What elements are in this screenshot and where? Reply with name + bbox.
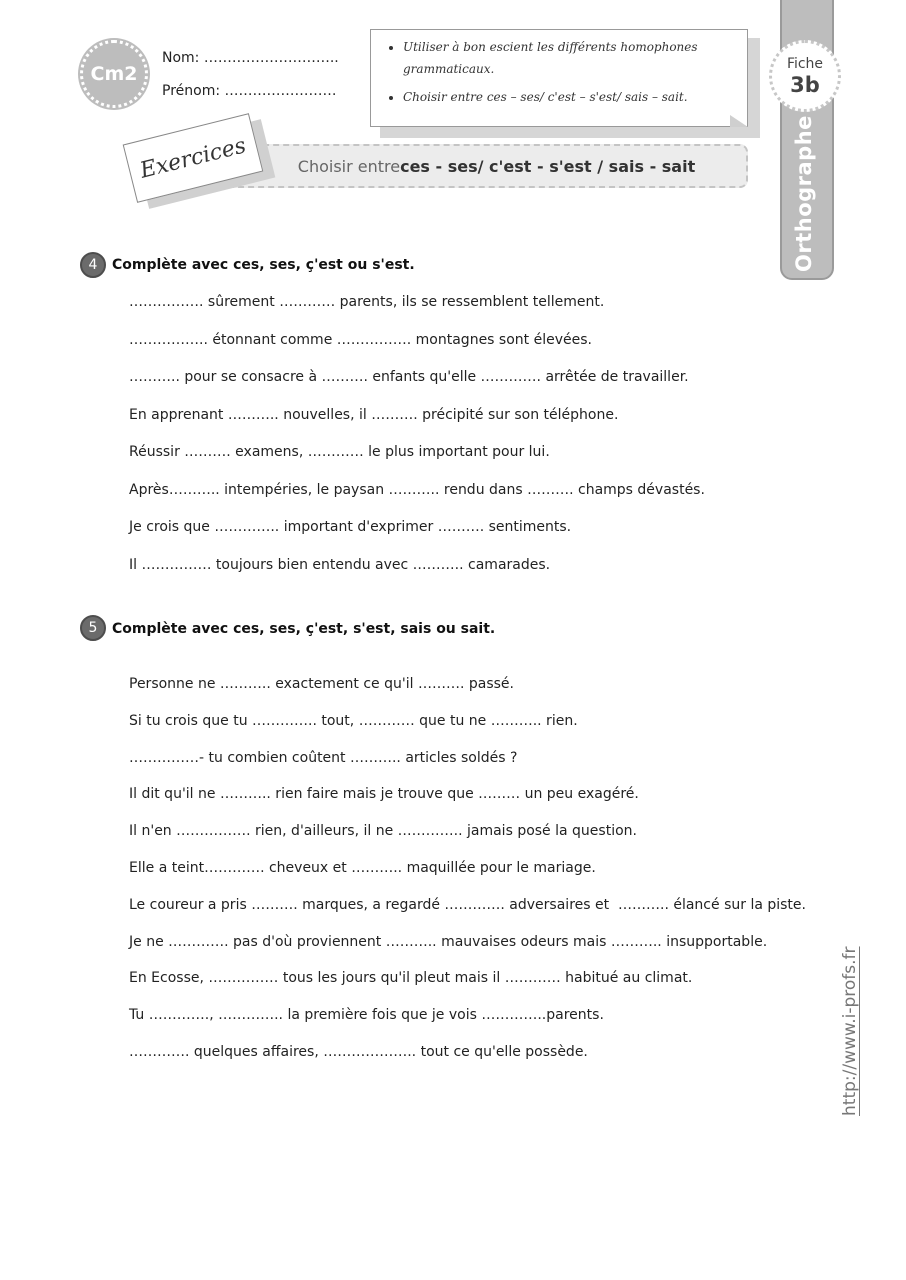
sentence-line[interactable]: ……………- tu combien coûtent ……….. articles soldés ?	[129, 749, 518, 766]
sentence-line[interactable]: ……….. pour se consacre à ………. enfants qu'elle …………. arrêtée de travailler.	[129, 369, 689, 385]
banner-topic: ces - ses/ c'est - s'est / sais - sait	[400, 156, 696, 176]
sentence-line[interactable]: Le coureur a pris ………. marques, a regardé …………. adversaires et ……….. élancé sur la piste.	[129, 896, 806, 913]
nom-field[interactable]: Nom: ………………………..	[162, 50, 339, 66]
sentence-line[interactable]: Je ne …………. pas d'où proviennent ……….. mauvaises odeurs mais ……….. insupportable.	[129, 933, 768, 950]
exercise-5-instruction: Complète avec ces, ses, ç'est, s'est, sais ou sait.	[112, 621, 496, 637]
exercise-4-sentences	[129, 292, 705, 592]
sentence-line[interactable]: Je crois que ………….. important d'exprimer ………. sentiments.	[129, 519, 572, 535]
sentence-line[interactable]: Personne ne ……….. exactement ce qu'il ………. passé.	[129, 676, 514, 692]
subject-label: Orthographe	[792, 115, 816, 272]
sentence-line[interactable]: Réussir ………. examens, ………… le plus important pour lui.	[129, 444, 550, 460]
fiche-label: Fiche	[786, 55, 824, 72]
objective-item: • Choisir entre ces – ses/ c'est – s'est/ sais – sait.	[403, 86, 737, 108]
exercise-4-instruction: Complète avec ces, ses, ç'est ou s'est.	[112, 257, 415, 273]
objectives-note	[370, 29, 748, 127]
sentence-line[interactable]: Si tu crois que tu ………….. tout, ………… que tu ne ……….. rien.	[129, 712, 578, 729]
sentence-line[interactable]: En apprenant ……….. nouvelles, il ………. précipité sur son téléphone.	[129, 406, 619, 423]
banner-prefix: Choisir entre	[297, 156, 401, 176]
level-badge: Cm2	[80, 40, 148, 108]
prenom-field[interactable]: Prénom: ……………………	[162, 83, 337, 99]
sentence-line[interactable]: Tu …………., ………….. la première fois que je vois …………..parents.	[129, 1007, 604, 1024]
exercise-5-sentences	[129, 674, 806, 1079]
sentence-line[interactable]: Après……….. intempéries, le paysan ……….. rendu dans ………. champs dévastés.	[129, 481, 705, 498]
exercise-number-5: 5	[80, 615, 106, 641]
objective-item: • Utiliser à bon escient les différents homophones grammaticaux.	[403, 36, 737, 80]
sentence-line[interactable]: Il …………… toujours bien entendu avec ……….. camarades.	[129, 556, 551, 573]
sentence-line[interactable]: …………….. étonnant comme ……………. montagnes sont élevées.	[129, 331, 592, 348]
sentence-line[interactable]: Il dit qu'il ne ……….. rien faire mais je trouve que ……… un peu exagéré.	[129, 786, 639, 803]
sentence-line[interactable]: …………. quelques affaires, ……………….. tout ce qu'elle possède.	[129, 1043, 588, 1060]
topic-banner	[205, 144, 748, 188]
fiche-number: 3b	[790, 72, 820, 97]
page-fold	[730, 115, 748, 127]
sentence-line[interactable]: Il n'en ……………. rien, d'ailleurs, il ne ………….. jamais posé la question.	[129, 823, 637, 840]
exercices-card: Exercices	[123, 113, 264, 203]
exercise-number-4: 4	[80, 252, 106, 278]
sentence-line[interactable]: En Ecosse, …………… tous les jours qu'il pleut mais il ………… habitué au climat.	[129, 970, 693, 987]
sentence-line[interactable]: ……………. sûrement ………… parents, ils se ressemblent tellement.	[129, 294, 605, 310]
fiche-badge	[769, 40, 841, 112]
site-url[interactable]: http://www.i-profs.fr	[840, 946, 860, 1116]
sentence-line[interactable]: Elle a teint…………. cheveux et ……….. maquillée pour le mariage.	[129, 859, 596, 876]
